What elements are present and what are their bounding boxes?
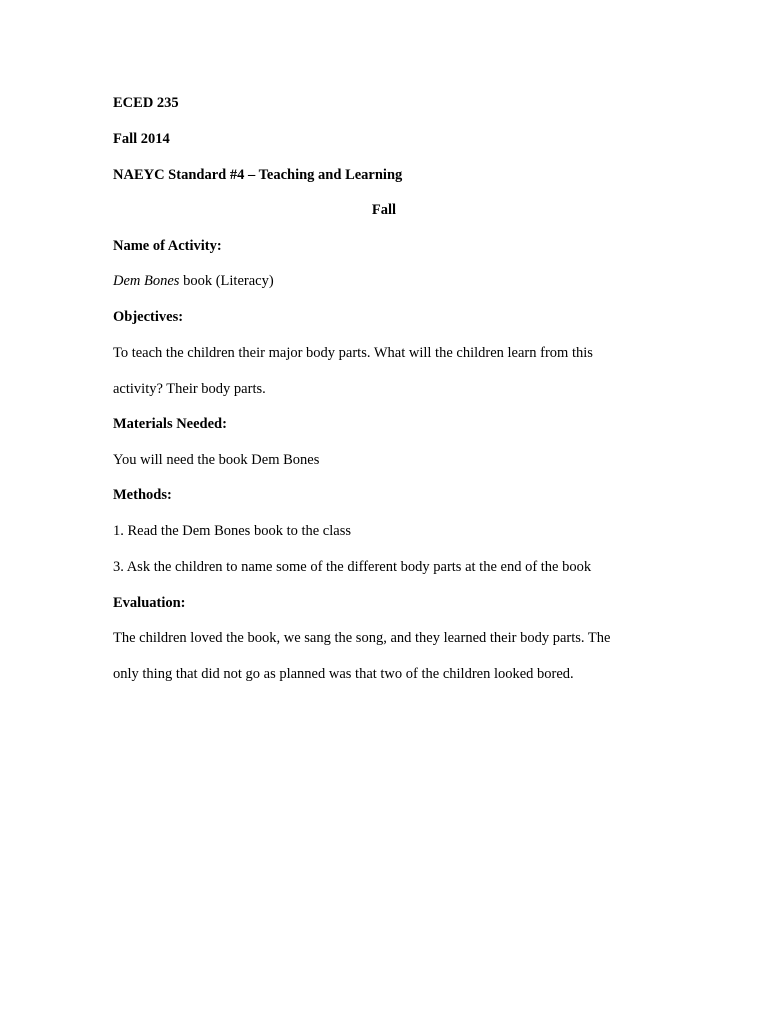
materials-heading: Materials Needed:	[113, 416, 227, 432]
term: Fall 2014	[113, 131, 170, 147]
course-code: ECED 235	[113, 95, 179, 111]
activity-name	[113, 272, 274, 290]
book-title: Dem Bones	[113, 273, 180, 289]
objectives-heading: Objectives:	[113, 309, 184, 325]
method-step: 1. Read the Dem Bones book to the class	[113, 523, 351, 539]
methods-heading: Methods:	[113, 487, 172, 503]
objectives-text-line-2: activity? Their body parts.	[113, 381, 266, 397]
evaluation-heading: Evaluation:	[113, 595, 186, 611]
activity-type: book (Literacy)	[179, 273, 274, 289]
activity-name-heading: Name of Activity:	[113, 238, 222, 254]
objectives-text-line-1: To teach the children their major body parts. What will the children learn from this	[113, 345, 593, 361]
materials-text: You will need the book Dem Bones	[113, 452, 320, 468]
evaluation-text-line-2: only thing that did not go as planned was that two of the children looked bored.	[113, 666, 574, 682]
evaluation-text-line-1: The children loved the book, we sang the song, and they learned their body parts. The	[113, 630, 611, 646]
standard-title: NAEYC Standard #4 – Teaching and Learning	[113, 167, 403, 183]
method-step: 3. Ask the children to name some of the different body parts at the end of the book	[113, 559, 592, 575]
season-heading: Fall	[371, 202, 397, 218]
